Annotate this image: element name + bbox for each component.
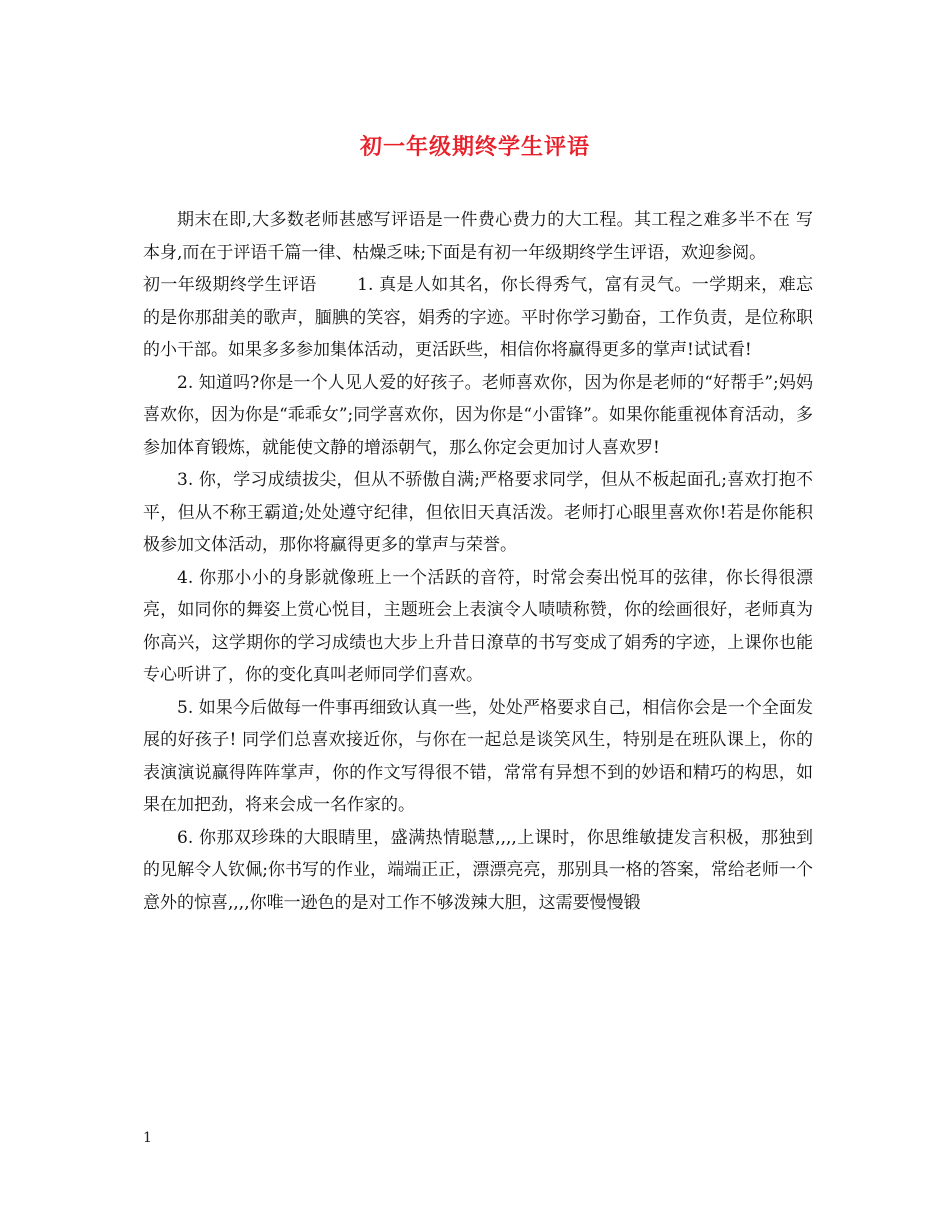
comment-paragraph-3: 3. 你，学习成绩拔尖，但从不骄傲自满;严格要求同学，但从不板起面孔;喜欢打抱不平，但从不称王霸道;处处遵守纪律，但依旧天真活泼。老师打心眼里喜欢你!若是你能积极参加文体活动，那你将赢得更多的掌声与荣誉。 bbox=[143, 470, 813, 555]
comment-paragraph-5: 5. 如果今后做每一件事再细致认真一些，处处严格要求自己，相信你会是一个全面发展的好孩子! 同学们总喜欢接近你，与你在一起总是谈笑风生，特别是在班队课上，你的表演演说赢得阵阵掌声，你的作文写得很不错，常常有异想不到的妙语和精巧的构思，如果在加把劲，将来会成一名作家的。 bbox=[143, 697, 813, 815]
document-body bbox=[143, 204, 813, 919]
intro-paragraph: 期末在即,大多数老师甚感写评语是一件费心费力的大工程。其工程之难多半不在 写 本身,而在于评语千篇一律、枯燥乏味;下面是有初一年级期终学生评语，欢迎参阅。 bbox=[143, 210, 813, 263]
comment-paragraph-2: 2. 知道吗?你是一个人见人爱的好孩子。老师喜欢你，因为你是老师的“好帮手”;妈妈喜欢你，因为你是“乖乖女”;同学喜欢你，因为你是“小雷锋”。如果你能重视体育活动，多参加体育锻炼，就能使文静的增添朝气，那么你定会更加讨人喜欢罗! bbox=[143, 372, 813, 458]
page-number: 1 bbox=[143, 1130, 152, 1146]
comment-paragraph-6: 6. 你那双珍珠的大眼睛里，盛满热情聪慧,,,,上课时，你思维敏捷发言积极，那独到的见解令人钦佩;你书写的作业，端端正正，漂漂亮亮，那别具一格的答案，常给老师一个意外的惊喜,,,,你唯一逊色的是对工作不够泼辣大胆，这需要慢慢锻 bbox=[143, 827, 813, 913]
comment-paragraph-1: 初一年级期终学生评语 1. 真是人如其名，你长得秀气，富有灵气。一学期来，难忘的是你那甜美的歌声，腼腆的笑容，娟秀的字迹。平时你学习勤奋，工作负责，是位称职的小干部。如果多多参加集体活动，更活跃些，相信你将赢得更多的掌声!试试看! bbox=[143, 275, 813, 360]
comment-paragraph-4: 4. 你那小小的身影就像班上一个活跃的音符，时常会奏出悦耳的弦律，你长得很漂亮，如同你的舞姿上赏心悦目，主题班会上表演令人啧啧称赞，你的绘画很好，老师真为你高兴，这学期你的学习成绩也大步上升昔日潦草的书写变成了娟秀的字迹，上课你也能专心听讲了，你的变化真叫老师同学们喜欢。 bbox=[143, 567, 813, 685]
document-title: 初一年级期终学生评语 bbox=[359, 134, 590, 160]
